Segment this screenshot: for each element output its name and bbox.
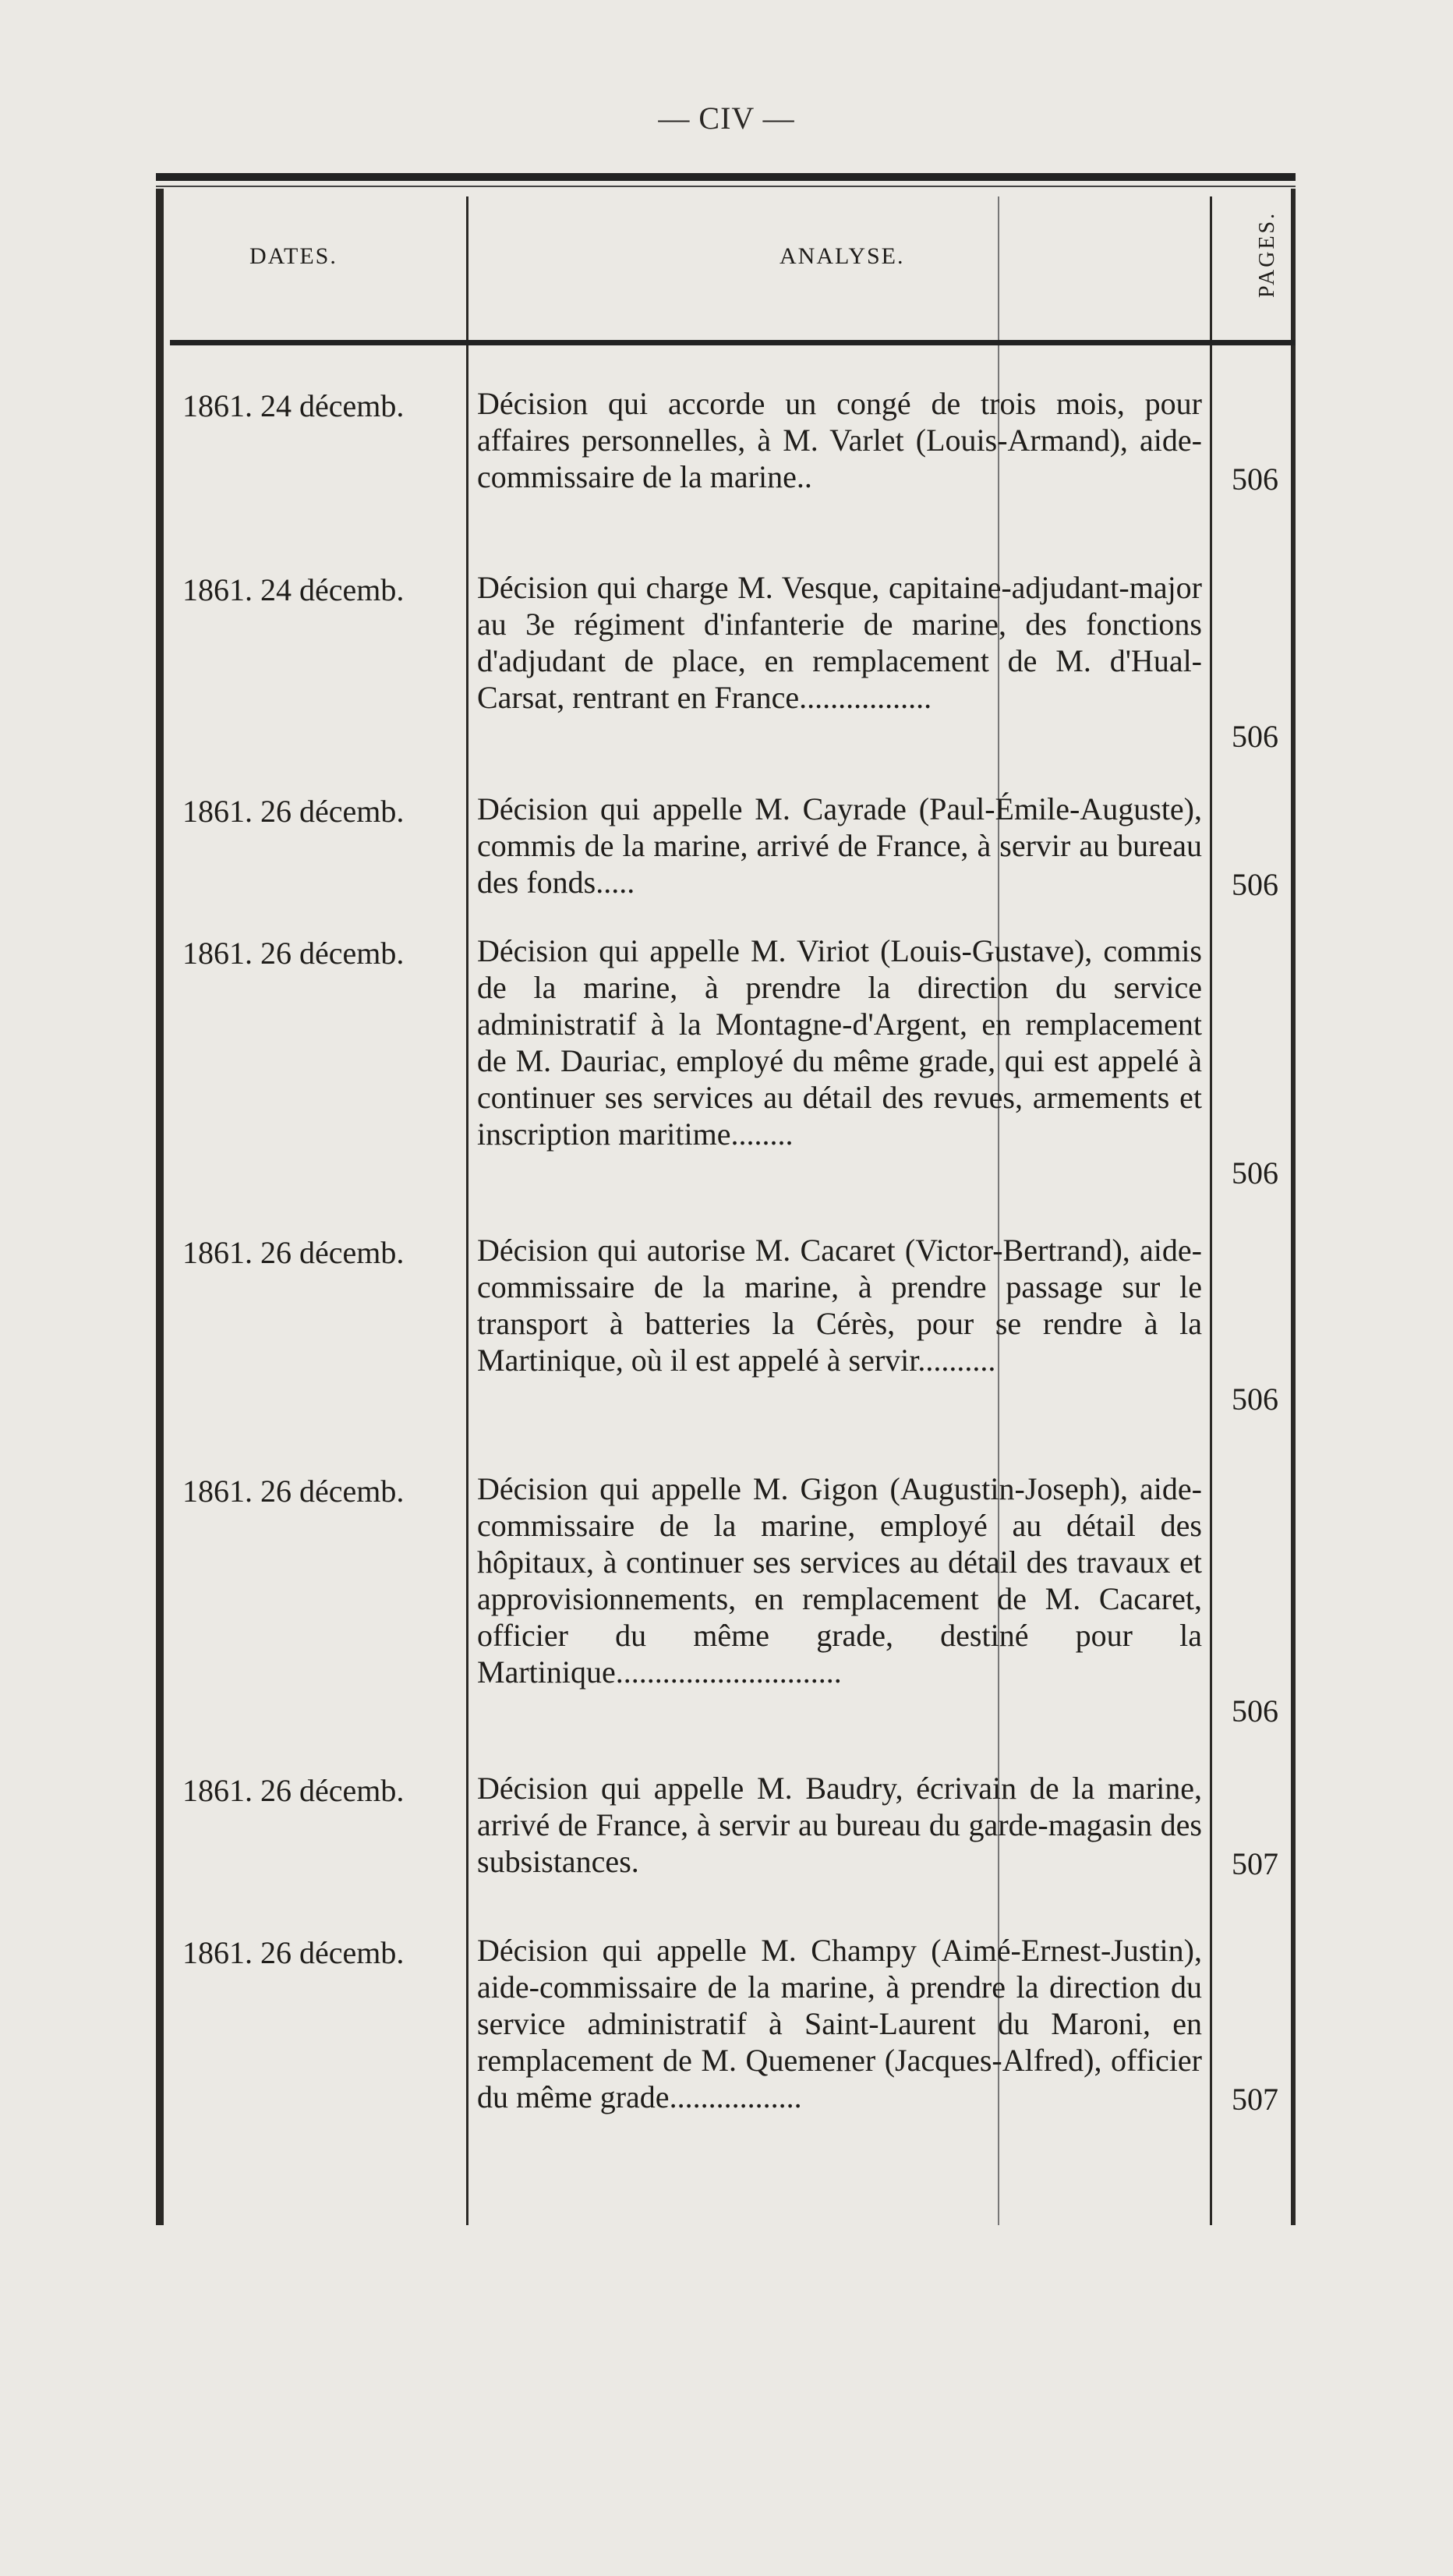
entry-analysis: Décision qui appelle M. Champy (Aimé-Ernest-Justin), aide-commissaire de la marine, à prendre la direction du service administratif à Saint-Laurent du Maroni, en remplacement de M. Quemener (Jacques-Alfred), officier du même grade................. [477, 1933, 1202, 2114]
entry-row [156, 1235, 1296, 1474]
entry-date: 1861. 26 décemb. [182, 1773, 405, 1808]
entry-page: 506 [1232, 1155, 1278, 1191]
entry-date: 1861. 26 décemb. [182, 936, 405, 971]
entry-analysis: Décision qui accorde un congé de trois mois, pour affaires personnelles, à M. Varlet (Louis-Armand), aide-commissaire de la marine.. [477, 386, 1202, 494]
entry-page: 507 [1232, 2082, 1278, 2117]
column-header-analyse: ANALYSE. [780, 243, 905, 269]
entry-date: 1861. 26 décemb. [182, 1474, 405, 1509]
entry-analysis: Décision qui appelle M. Viriot (Louis-Gustave), commis de la marine, à prendre la direction du service administratif à la Montagne-d'Argent, en remplacement de M. Dauriac, employé du même grade, qui est appelé à continuer ses services au détail des revues, armements et inscription maritime........ [477, 933, 1202, 1152]
entries-list [156, 388, 1296, 2169]
entry-date: 1861. 26 décemb. [182, 1235, 405, 1270]
column-header-pages: PAGES. [1255, 211, 1279, 298]
entry-page: 506 [1232, 719, 1278, 754]
header-rule [170, 340, 1296, 345]
entry-page: 507 [1232, 1846, 1278, 1881]
entry-row [156, 1773, 1296, 1935]
entry-analysis: Décision qui appelle M. Baudry, écrivain de la marine, arrivé de France, à servir au bureau du garde-magasin des subsistances. [477, 1771, 1202, 1879]
entry-page: 506 [1232, 867, 1278, 902]
column-header-dates: DATES. [249, 243, 338, 269]
entry-date: 1861. 24 décemb. [182, 388, 405, 423]
top-rule-thin [156, 186, 1296, 187]
entry-date: 1861. 26 décemb. [182, 1935, 405, 1970]
entry-analysis: Décision qui appelle M. Gigon (Augustin-Joseph), aide-commissaire de la marine, employé au détail des hôpitaux, à continuer ses services au détail des travaux et approvisionnements, en remplacement de M. Cacaret, officier du même grade, destiné pour la Martinique............................. [477, 1471, 1202, 1690]
entry-row [156, 1471, 1296, 1773]
page-folio: — CIV — [658, 101, 795, 136]
entry-row [156, 572, 1296, 794]
entry-page: 506 [1232, 1693, 1278, 1729]
entry-analysis: Décision qui charge M. Vesque, capitaine-adjudant-major au 3e régiment d'infanterie de marine, des fonctions d'adjudant de place, en remplacement de M. d'Hual-Carsat, rentrant en France................. [477, 570, 1202, 715]
entry-analysis: Décision qui appelle M. Cayrade (Paul-Émile-Auguste), commis de la marine, arrivé de France, à servir au bureau des fonds..... [477, 791, 1202, 900]
entry-date: 1861. 24 décemb. [182, 572, 405, 607]
top-rule [156, 173, 1296, 181]
register-table [156, 173, 1296, 2225]
entry-row [156, 791, 1296, 936]
entry-row [156, 388, 1296, 572]
entry-date: 1861. 26 décemb. [182, 794, 405, 829]
entry-row [156, 1935, 1296, 2169]
entry-analysis: Décision qui autorise M. Cacaret (Victor-Bertrand), aide-commissaire de la marine, à prendre passage sur le transport à batteries la Cérès, pour se rendre à la Martinique, où il est appelé à servir.......... [477, 1233, 1202, 1378]
entry-page: 506 [1232, 1382, 1278, 1417]
entry-page: 506 [1232, 462, 1278, 497]
entry-row [156, 933, 1296, 1235]
